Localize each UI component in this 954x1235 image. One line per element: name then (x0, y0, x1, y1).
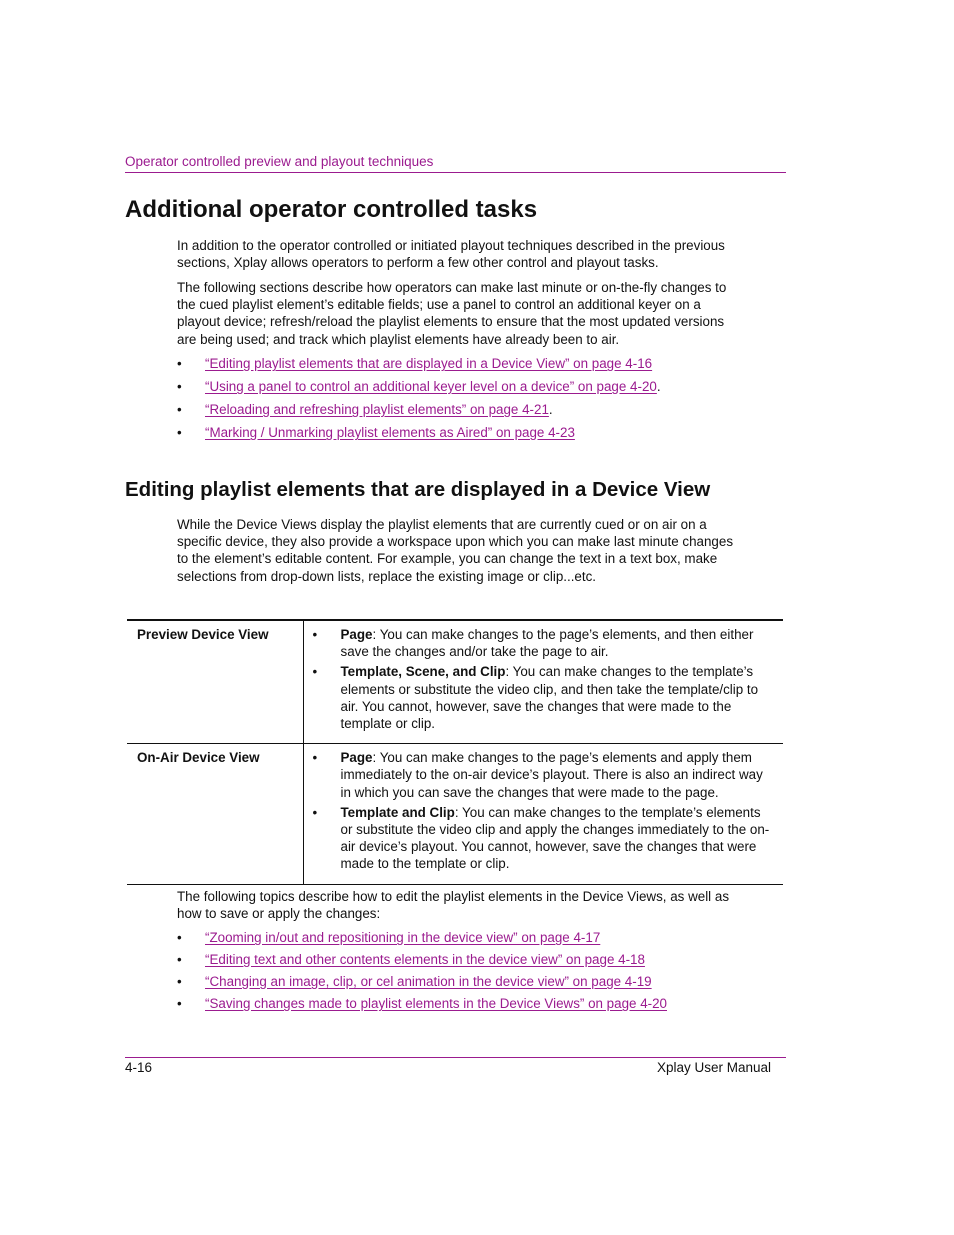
item-text: : You can make changes to the page’s elements and apply them immediately to the on-air device’s playout. There is also an indirect way in which you can save the changes that were made to the page. (340, 750, 763, 800)
bullet-icon: • (177, 974, 182, 989)
list-item (313, 626, 774, 660)
link-editing-text-contents[interactable]: “Editing text and other contents elements in the device view” on page 4-18 (205, 952, 645, 967)
link-editing-playlist-elements[interactable]: “Editing playlist elements that are displayed in a Device View” on page 4-16 (205, 356, 653, 371)
row-description (303, 744, 783, 884)
link-saving-changes[interactable]: “Saving changes made to playlist elements in the Device Views” on page 4-20 (205, 996, 667, 1011)
bullet-icon: • (312, 804, 318, 820)
row-description (303, 620, 783, 744)
bullet-icon: • (177, 930, 182, 945)
item-text: : You can make changes to the template’s elements or substitute the video clip and apply the changes immediately to the on-air device’s playout. You cannot, however, save the changes that were made to the template or clip. (340, 804, 770, 872)
link-panel-keyer-level[interactable]: “Using a panel to control an additional keyer level on a device” on page 4-20 (205, 379, 657, 394)
bullet-icon: • (312, 627, 318, 642)
item-term: Page (340, 750, 373, 766)
running-header: Operator controlled preview and playout techniques (125, 154, 434, 169)
table-row (127, 620, 783, 744)
section-title-editing-device-view: Editing playlist elements that are displayed in a Device View (125, 478, 711, 501)
item-term: Template and Clip (340, 804, 455, 820)
list-item (177, 951, 777, 973)
section-title-additional-tasks: Additional operator controlled tasks (125, 196, 538, 223)
link-suffix: . (548, 402, 553, 417)
list-item (177, 424, 777, 447)
task-link-list (177, 355, 777, 447)
bullet-icon: • (312, 664, 318, 680)
link-reloading-refreshing[interactable]: “Reloading and refreshing playlist elements” on page 4-21 (205, 402, 549, 417)
bullet-icon: • (177, 379, 182, 394)
device-views-paragraph: While the Device Views display the playlist elements that are currently cued or on air on a specific device, they also provide a workspace upon which you can make last minute changes to the element’s editable content. For example, you can change the text in a text box, make selections from drop-down lists, replace the existing image or clip...etc. (177, 517, 734, 584)
link-marking-aired[interactable]: “Marking / Unmarking playlist elements as Aired” on page 4-23 (205, 425, 575, 440)
topic-link-list (177, 929, 777, 1017)
item-term: Page (340, 627, 373, 642)
topics-paragraph: The following topics describe how to edit the playlist elements in the Device Views, as well as how to save or apply the changes: (177, 889, 730, 922)
device-view-table (127, 619, 783, 885)
bullet-icon: • (177, 402, 182, 417)
link-changing-image-clip[interactable]: “Changing an image, clip, or cel animation in the device view” on page 4-19 (205, 974, 652, 989)
row-label-preview-device-view: Preview Device View (127, 620, 303, 744)
list-item (177, 973, 777, 995)
bullet-icon: • (177, 425, 182, 440)
item-text: : You can make changes to the page’s elements, and then either save the changes and/or take the page to air. (340, 627, 754, 660)
list-item (177, 995, 777, 1017)
sections-overview-paragraph: The following sections describe how operators can make last minute or on-the-fly changes to the cued playlist element’s editable fields; use a panel to control an additional keyer on a playout device; refresh/reload the playlist elements to ensure that the most updated versions are being used; and track which playlist elements have already been to air. (177, 280, 727, 347)
table-row (127, 744, 783, 884)
item-term: Template, Scene, and Clip (340, 664, 506, 680)
bullet-icon: • (177, 996, 182, 1011)
manual-title: Xplay User Manual (657, 1060, 772, 1075)
list-item (313, 804, 774, 873)
intro-paragraph: In addition to the operator controlled or initiated playout techniques described in the previous sections, Xplay allows operators to perform a few other control and playout tasks. (177, 238, 725, 271)
list-item (313, 749, 774, 801)
row-label-on-air-device-view: On-Air Device View (127, 744, 303, 884)
list-item (177, 401, 777, 424)
list-item (177, 355, 777, 378)
item-text: : You can make changes to the template’s elements or substitute the video clip, and then take the template/clip to air. You cannot, however, save the changes that were made to the template or clip. (340, 664, 759, 732)
page-number: 4-16 (125, 1060, 153, 1075)
bullet-icon: • (312, 750, 318, 766)
bullet-icon: • (177, 952, 182, 967)
list-item (177, 378, 777, 401)
list-item (177, 929, 777, 951)
link-suffix: . (656, 379, 661, 394)
link-zooming-repositioning[interactable]: “Zooming in/out and repositioning in the device view” on page 4-17 (205, 930, 601, 945)
list-item (313, 663, 774, 732)
footer-divider (125, 1057, 786, 1058)
header-divider (125, 172, 786, 173)
bullet-icon: • (177, 356, 182, 371)
